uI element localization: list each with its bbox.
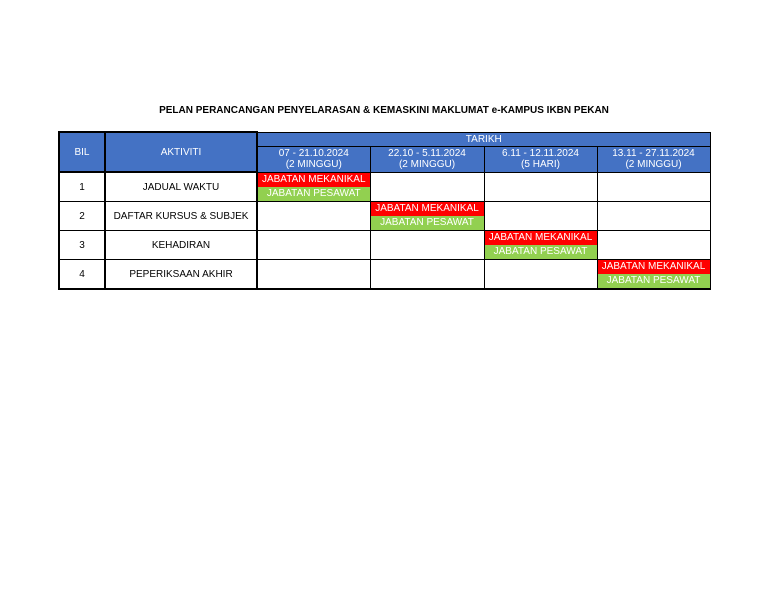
schedule-cell <box>484 231 597 260</box>
schedule-cell <box>257 202 370 231</box>
schedule-cell <box>484 202 597 231</box>
row-bil: 1 <box>59 172 105 202</box>
row-aktiviti: JADUAL WAKTU <box>105 172 257 202</box>
schedule-cell <box>257 231 370 260</box>
schedule-cell <box>597 231 710 260</box>
row-bil: 4 <box>59 260 105 290</box>
bar-jabatan-pesawat: JABATAN PESAWAT <box>598 274 710 288</box>
schedule-cell <box>597 260 710 290</box>
bar-jabatan-mekanikal: JABATAN MEKANIKAL <box>371 202 484 216</box>
schedule-table <box>58 131 711 290</box>
schedule-cell <box>370 260 484 290</box>
period-dates: 22.10 - 5.11.2024 <box>388 148 466 159</box>
schedule-cell <box>370 231 484 260</box>
bar-jabatan-pesawat: JABATAN PESAWAT <box>485 245 597 259</box>
schedule-cell <box>370 172 484 202</box>
table-row <box>59 202 710 231</box>
header-period-2 <box>370 146 484 172</box>
schedule-cell <box>597 202 710 231</box>
header-tarikh: TARIKH <box>257 132 710 146</box>
schedule-cell <box>257 260 370 290</box>
bar-jabatan-pesawat: JABATAN PESAWAT <box>371 216 484 230</box>
bar-jabatan-mekanikal: JABATAN MEKANIKAL <box>598 260 710 274</box>
header-period-1 <box>257 146 370 172</box>
schedule-cell <box>484 260 597 290</box>
schedule-cell <box>484 172 597 202</box>
row-bil: 2 <box>59 202 105 231</box>
table-row <box>59 231 710 260</box>
schedule-cell <box>597 172 710 202</box>
bar-jabatan-mekanikal: JABATAN MEKANIKAL <box>258 173 370 187</box>
period-duration: (2 MINGGU) <box>398 159 456 170</box>
page-title: PELAN PERANCANGAN PENYELARASAN & KEMASKINI MAKLUMAT e-KAMPUS IKBN PEKAN <box>159 105 609 116</box>
bar-jabatan-mekanikal: JABATAN MEKANIKAL <box>485 231 597 245</box>
header-bil: BIL <box>59 132 105 172</box>
row-aktiviti: KEHADIRAN <box>105 231 257 260</box>
period-dates: 6.11 - 12.11.2024 <box>502 148 579 159</box>
header-aktiviti: AKTIVITI <box>105 132 257 172</box>
table-row <box>59 172 710 202</box>
header-period-4 <box>597 146 710 172</box>
table-row <box>59 260 710 290</box>
row-aktiviti: DAFTAR KURSUS & SUBJEK <box>105 202 257 231</box>
period-dates: 07 - 21.10.2024 <box>278 148 349 159</box>
period-duration: (2 MINGGU) <box>625 159 682 170</box>
schedule-cell <box>257 172 370 202</box>
row-aktiviti: PEPERIKSAAN AKHIR <box>105 260 257 290</box>
period-dates: 13.11 - 27.11.2024 <box>612 148 695 159</box>
header-period-3 <box>484 146 597 172</box>
period-duration: (5 HARI) <box>521 159 560 170</box>
period-duration: (2 MINGGU) <box>285 159 342 170</box>
row-bil: 3 <box>59 231 105 260</box>
bar-jabatan-pesawat: JABATAN PESAWAT <box>258 187 370 201</box>
schedule-cell <box>370 202 484 231</box>
